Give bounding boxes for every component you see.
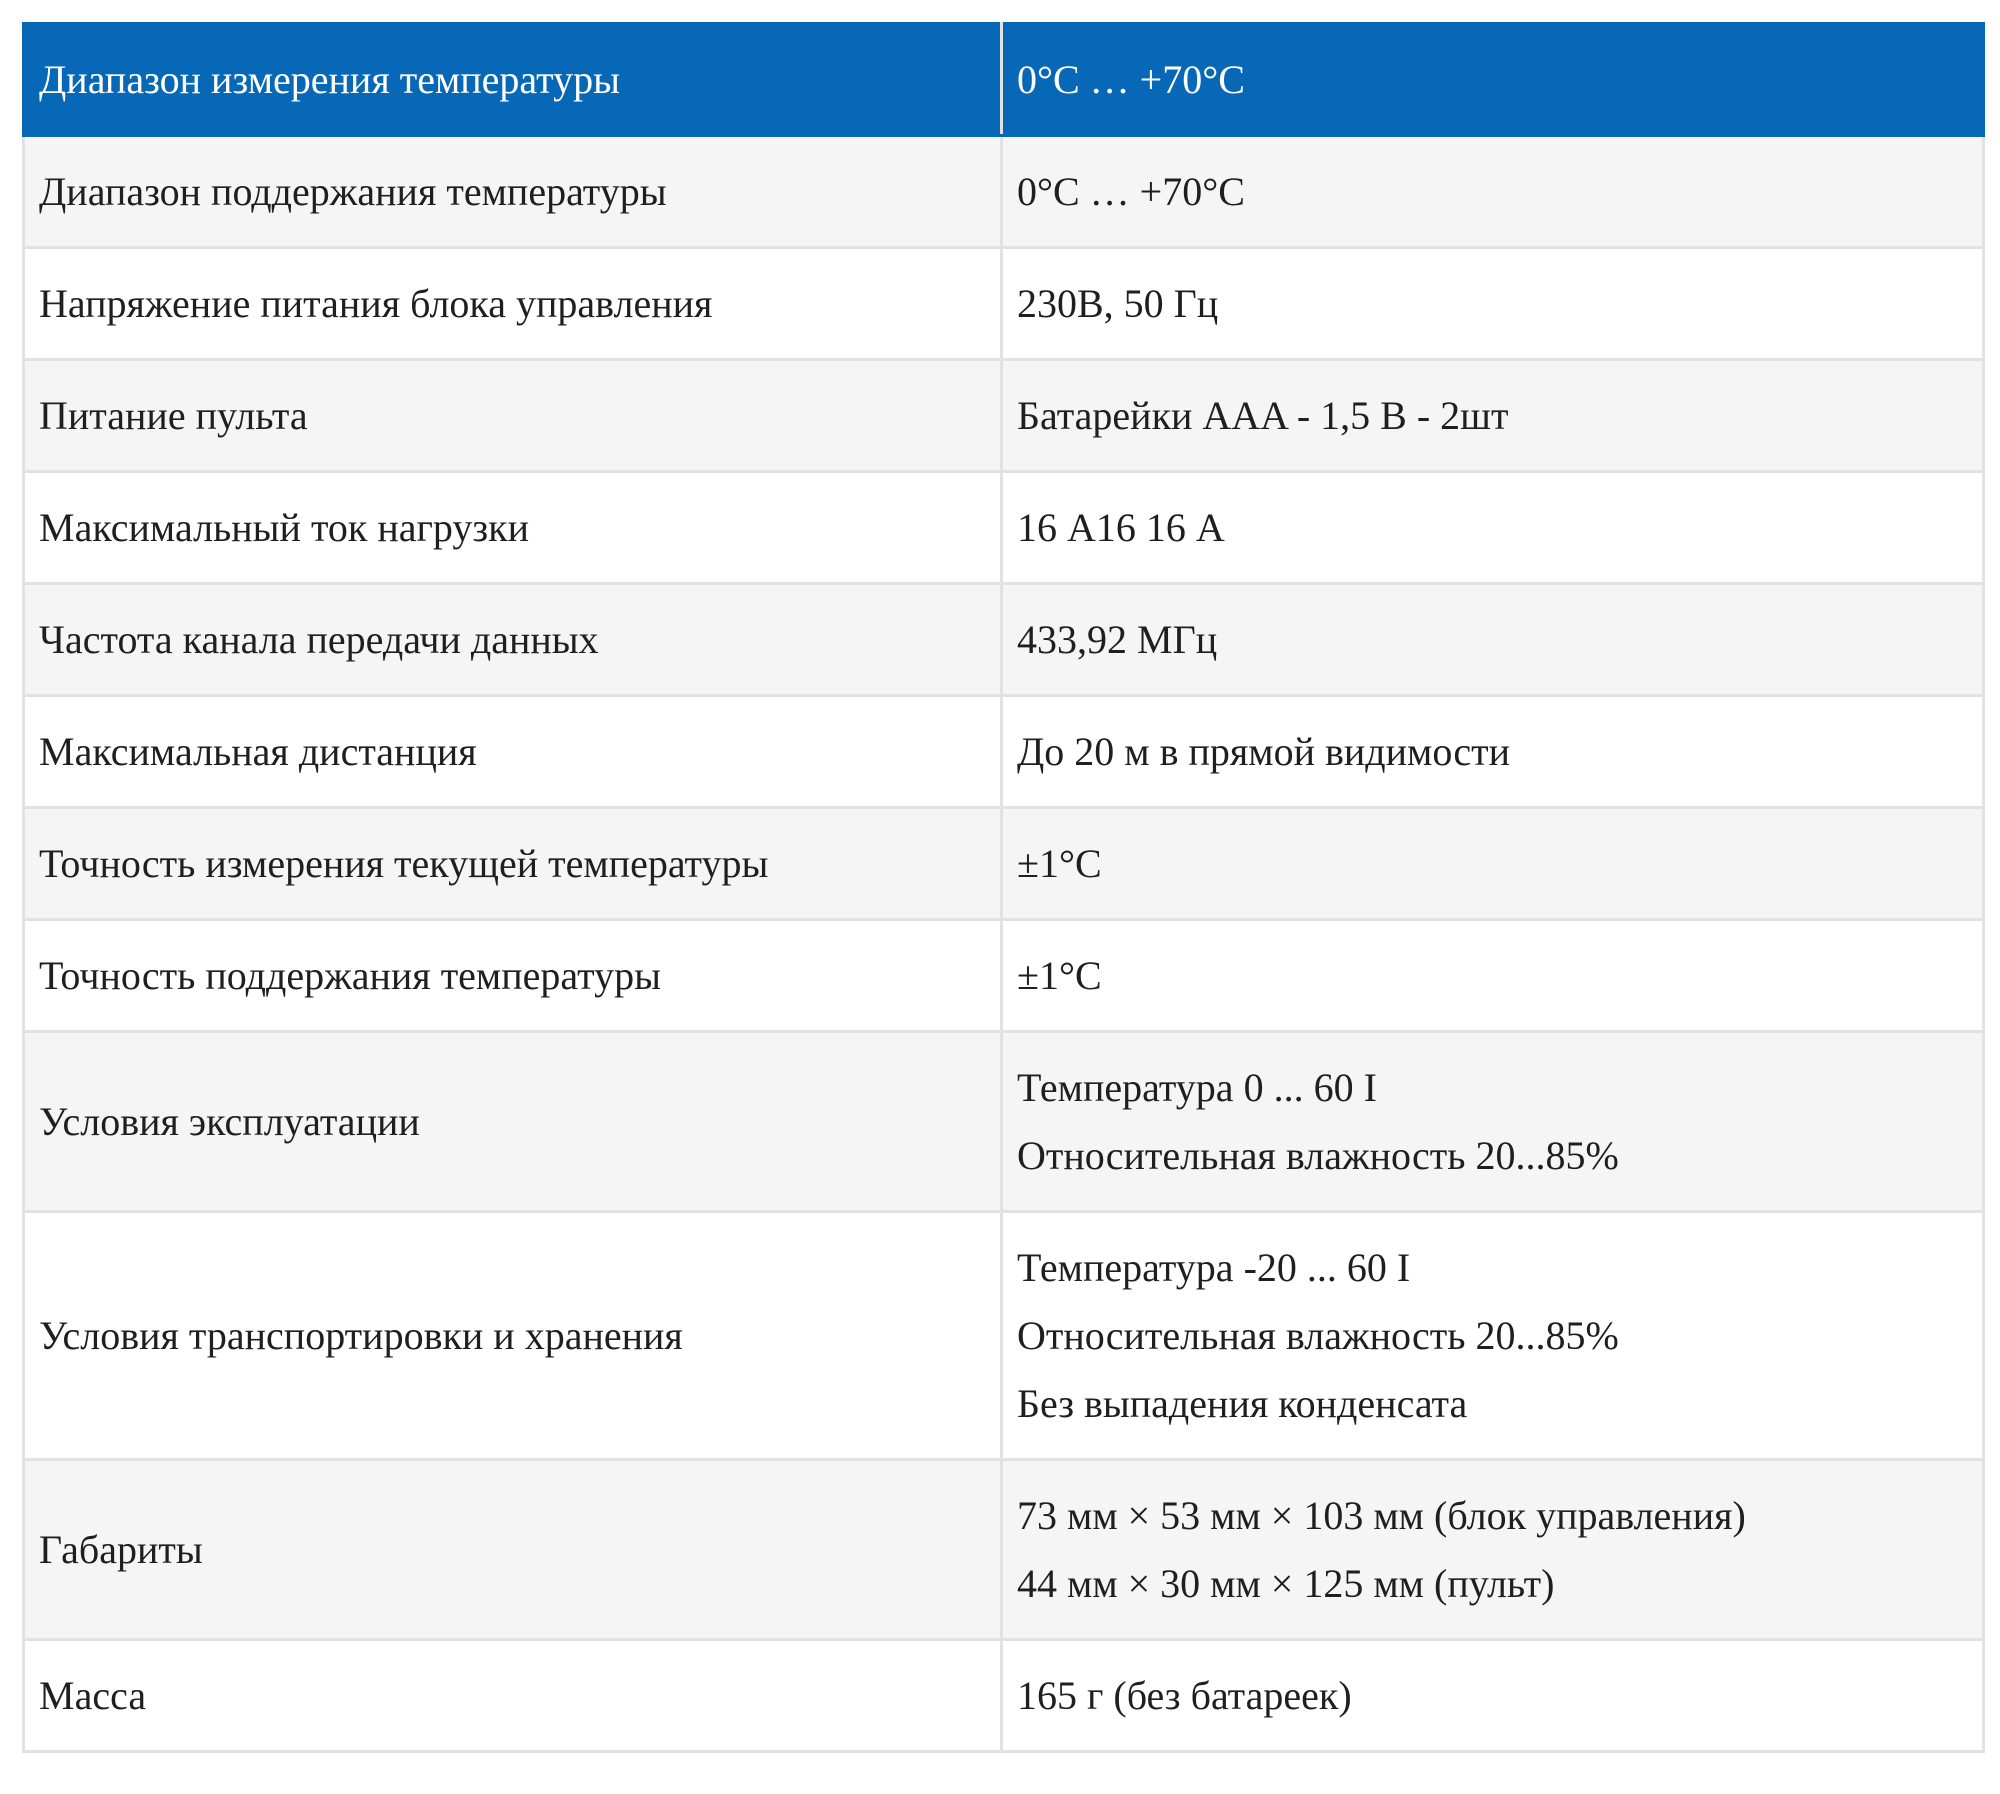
value-line: Температура -20 ... 60 I xyxy=(1017,1244,1411,1290)
value-line: Относительная влажность 20...85% xyxy=(1017,1312,1619,1358)
param-cell: Масса xyxy=(24,1640,1002,1752)
value-cell xyxy=(1002,696,1984,808)
value-cell xyxy=(1002,1032,1984,1212)
value-line: ±1°С xyxy=(1017,952,1102,998)
table-row xyxy=(24,1640,1984,1752)
table-row xyxy=(24,696,1984,808)
value-cell xyxy=(1002,920,1984,1032)
value-cell xyxy=(1002,1640,1984,1752)
table-row xyxy=(24,136,1984,248)
table-row xyxy=(24,584,1984,696)
table-row xyxy=(24,1460,1984,1640)
value-line: 16 А16 16 А xyxy=(1017,504,1225,550)
table-row xyxy=(24,360,1984,472)
param-cell: Диапазон поддержания температуры xyxy=(24,136,1002,248)
table-row xyxy=(24,1032,1984,1212)
param-cell: Условия эксплуатации xyxy=(24,1032,1002,1212)
param-cell: Питание пульта xyxy=(24,360,1002,472)
value-cell xyxy=(1002,808,1984,920)
value-line: Без выпадения конденсата xyxy=(1017,1380,1468,1426)
param-cell: Условия транспортировки и хранения xyxy=(24,1212,1002,1460)
table-row xyxy=(24,920,1984,1032)
value-line: 165 г (без батареек) xyxy=(1017,1672,1352,1718)
header-value-cell: 0°C … +70°C xyxy=(1002,24,1984,136)
value-line: 230В, 50 Гц xyxy=(1017,280,1219,326)
value-line: Батарейки AAA - 1,5 В - 2шт xyxy=(1017,392,1509,438)
value-line: 433,92 МГц xyxy=(1017,616,1218,662)
header-param-cell: Диапазон измерения температуры xyxy=(24,24,1002,136)
param-cell: Точность измерения текущей температуры xyxy=(24,808,1002,920)
table-row xyxy=(24,472,1984,584)
value-cell xyxy=(1002,1212,1984,1460)
table-row xyxy=(24,1212,1984,1460)
value-cell xyxy=(1002,360,1984,472)
value-line: ±1°С xyxy=(1017,840,1102,886)
table-row xyxy=(24,248,1984,360)
value-cell xyxy=(1002,584,1984,696)
value-line: 73 мм × 53 мм × 103 мм (блок управления) xyxy=(1017,1492,1746,1538)
value-line: 44 мм × 30 мм × 125 мм (пульт) xyxy=(1017,1560,1555,1606)
param-cell: Габариты xyxy=(24,1460,1002,1640)
specifications-table xyxy=(22,22,1985,1753)
param-cell: Частота канала передачи данных xyxy=(24,584,1002,696)
value-cell xyxy=(1002,136,1984,248)
param-cell: Максимальный ток нагрузки xyxy=(24,472,1002,584)
value-line: Температура 0 ... 60 I xyxy=(1017,1064,1377,1110)
param-cell: Максимальная дистанция xyxy=(24,696,1002,808)
value-cell xyxy=(1002,1460,1984,1640)
param-cell: Точность поддержания температуры xyxy=(24,920,1002,1032)
value-line: Относительная влажность 20...85% xyxy=(1017,1132,1619,1178)
table-header-row xyxy=(24,24,1984,136)
param-cell: Напряжение питания блока управления xyxy=(24,248,1002,360)
value-cell xyxy=(1002,472,1984,584)
value-line: До 20 м в прямой видимости xyxy=(1017,728,1511,774)
value-cell xyxy=(1002,248,1984,360)
value-line: 0°C … +70°C xyxy=(1017,168,1245,214)
table-row xyxy=(24,808,1984,920)
